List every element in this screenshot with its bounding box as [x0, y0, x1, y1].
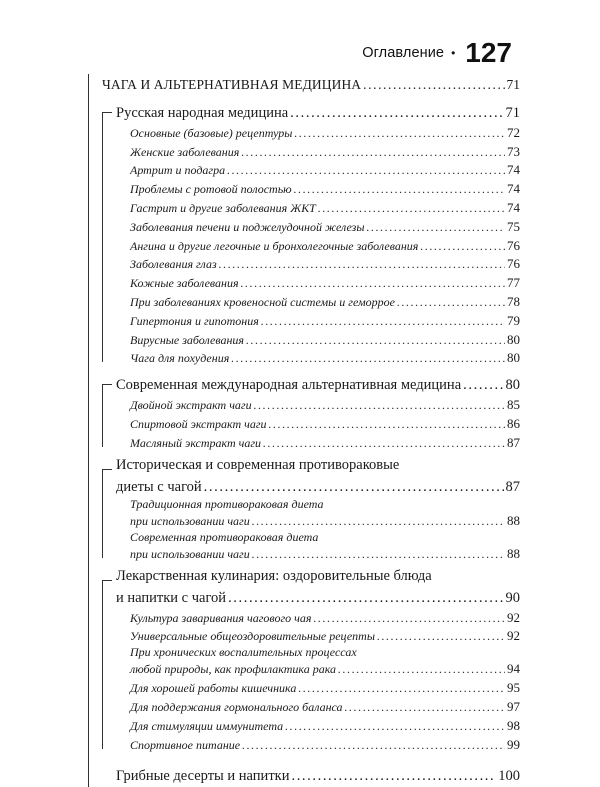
- subsection-title: Для поддержания гормонального баланса: [130, 699, 343, 714]
- subsection-page: 80: [507, 331, 520, 347]
- chapter-title: ЧАГА И АЛЬТЕРНАТИВНАЯ МЕДИЦИНА: [102, 77, 362, 92]
- subsection-title: Проблемы с ротовой полостью: [130, 182, 292, 197]
- section-page: 100: [498, 767, 520, 784]
- toc-subsection-entry: [130, 626, 520, 645]
- toc-subsection-entry: [130, 329, 520, 348]
- subsection-title: Ангина и другие легочные и бронхолегочные заболевания: [130, 238, 419, 253]
- leader-dots: [318, 201, 505, 216]
- toc-section-entry: [116, 763, 520, 785]
- subsection-title-line1: При хронических воспалительных процессах: [130, 645, 357, 660]
- subsection-title: Гипертония и гипотония: [130, 313, 259, 328]
- subsection-page: 99: [507, 736, 520, 752]
- subsection-title: Артрит и подагра: [130, 163, 226, 178]
- toc-section-entry: [116, 372, 520, 394]
- section-bracket: [102, 384, 103, 446]
- toc-subsection-entry: [130, 348, 520, 367]
- leader-dots: [261, 314, 505, 329]
- toc-bracket-line: [88, 74, 89, 787]
- section-title: Грибные десерты и напитки: [116, 767, 290, 784]
- subsection-page: 76: [507, 237, 520, 253]
- toc-subsection-entry: [130, 644, 520, 677]
- subsection-page: 95: [507, 680, 520, 696]
- leader-dots: [227, 163, 505, 178]
- subsection-title: Гастрит и другие заболевания ЖКТ: [130, 200, 316, 215]
- section-title: Современная международная альтернативная медицина: [116, 377, 462, 394]
- toc-section-group: [102, 457, 520, 562]
- leader-dots: [290, 105, 503, 122]
- leader-dots: [269, 417, 505, 432]
- toc-section-group: [102, 568, 520, 753]
- leader-dots: [246, 333, 505, 348]
- toc-section-group: [102, 372, 520, 450]
- subsection-title: Культура заваривания чагового чая: [130, 610, 312, 625]
- subsection-page: 94: [507, 661, 520, 677]
- toc-section-entry: [116, 457, 520, 496]
- section-title-line1: Лекарственная кулинария: оздоровительные блюда: [116, 567, 432, 584]
- subsection-page: 74: [507, 199, 520, 215]
- section-bracket: [102, 580, 103, 749]
- leader-dots: [241, 145, 505, 160]
- subsection-page: 85: [507, 397, 520, 413]
- leader-dots: [397, 295, 505, 310]
- subsection-title: Спиртовой экстракт чаги: [130, 416, 267, 431]
- section-bracket-top: [102, 384, 112, 385]
- subsection-title: Заболевания глаз: [130, 257, 217, 272]
- leader-dots: [252, 514, 505, 529]
- subsection-page: 86: [507, 415, 520, 431]
- leader-dots: [254, 398, 505, 413]
- section-bracket: [102, 112, 103, 362]
- leader-dots: [219, 257, 505, 272]
- table-of-contents: [88, 70, 520, 785]
- toc-subsection-entry: [130, 607, 520, 626]
- toc-subsection-entry: [130, 272, 520, 291]
- toc-subsection-entry: [130, 160, 520, 179]
- subsection-title: Спортивное питание: [130, 737, 241, 752]
- subsection-title-line2: при использовании чаги: [130, 546, 250, 561]
- subsection-page: 78: [507, 293, 520, 309]
- running-header: [362, 38, 512, 68]
- subsection-page: 77: [507, 275, 520, 291]
- subsection-title: Универсальные общеоздоровительные рецепты: [130, 629, 375, 644]
- subsection-page: 97: [507, 698, 520, 714]
- subsection-page: 98: [507, 717, 520, 733]
- toc-chapter-entry: [88, 70, 520, 100]
- subsection-title: Двойной экстракт чаги: [130, 398, 252, 413]
- section-title-line2: диеты с чагой: [116, 478, 202, 495]
- leader-dots: [285, 719, 505, 734]
- subsection-page: 92: [507, 609, 520, 625]
- toc-section-entry: [116, 568, 520, 607]
- toc-subsection-entry: [130, 413, 520, 432]
- leader-dots: [228, 590, 503, 607]
- toc-subsection-entry: [130, 197, 520, 216]
- toc-subsection-entry: [130, 254, 520, 273]
- leader-dots: [252, 547, 505, 562]
- subsection-title-line2: при использовании чаги: [130, 513, 250, 528]
- page-number: 127: [465, 37, 512, 68]
- section-bracket-top: [102, 469, 112, 470]
- leader-dots: [363, 77, 504, 93]
- toc-subsection-entry: [130, 216, 520, 235]
- toc-subsection-entry: [130, 696, 520, 715]
- subsection-title: Для стимуляции иммунитета: [130, 718, 284, 733]
- subsection-title: Для хорошей работы кишечника: [130, 681, 297, 696]
- subsection-title: Вирусные заболевания: [130, 332, 245, 347]
- section-bracket-top: [102, 580, 112, 581]
- leader-dots: [294, 126, 505, 141]
- toc-subsection-entry: [130, 122, 520, 141]
- subsection-page: 74: [507, 181, 520, 197]
- toc-section-entry: [116, 100, 520, 122]
- subsection-title: Кожные заболевания: [130, 276, 239, 291]
- leader-dots: [345, 700, 505, 715]
- subsection-title: Женские заболевания: [130, 144, 240, 159]
- subsection-page: 87: [507, 434, 520, 450]
- leader-dots: [263, 436, 505, 451]
- toc-subsection-entry: [130, 529, 520, 562]
- section-bracket-top: [102, 112, 112, 113]
- section-page: 90: [505, 589, 520, 606]
- toc-subsection-entry: [130, 677, 520, 696]
- subsection-title: При заболеваниях кровеносной системы и геморрое: [130, 294, 395, 309]
- subsection-page: 73: [507, 143, 520, 159]
- toc-section-group: [102, 100, 520, 366]
- section-title: Русская народная медицина: [116, 105, 289, 121]
- leader-dots: [241, 276, 505, 291]
- toc-subsection-entry: [130, 496, 520, 529]
- leader-dots: [377, 629, 505, 644]
- leader-dots: [294, 182, 505, 197]
- toc-subsection-entry: [130, 310, 520, 329]
- subsection-title-line1: Современная противораковая диета: [130, 529, 319, 544]
- leader-dots: [313, 611, 505, 626]
- subsection-title: Чага для похудения: [130, 351, 230, 366]
- toc-subsection-entry: [130, 235, 520, 254]
- section-bracket: [102, 469, 103, 558]
- leader-dots: [291, 768, 496, 785]
- subsection-page: 88: [507, 545, 520, 561]
- toc-subsection-entry: [130, 715, 520, 734]
- header-title: Оглавление: [362, 45, 445, 61]
- section-title-line1: Историческая и современная противораковые: [116, 456, 400, 473]
- subsection-page: 72: [507, 124, 520, 140]
- toc-subsection-entry: [130, 291, 520, 310]
- subsection-title: Заболевания печени и поджелудочной железы: [130, 219, 365, 234]
- subsection-title-line2: любой природы, как профилактика рака: [130, 662, 337, 677]
- subsection-page: 79: [507, 312, 520, 328]
- subsection-title: Основные (базовые) рецептуры: [130, 125, 293, 140]
- leader-dots: [242, 738, 505, 753]
- subsection-page: 92: [507, 628, 520, 644]
- leader-dots: [298, 681, 505, 696]
- toc-subsection-entry: [130, 141, 520, 160]
- leader-dots: [231, 351, 505, 366]
- section-page: 87: [505, 478, 520, 495]
- leader-dots: [420, 239, 505, 254]
- toc-subsection-entry: [130, 178, 520, 197]
- toc-section-group: [102, 763, 520, 785]
- subsection-page: 74: [507, 162, 520, 178]
- subsection-title: Масляный экстракт чаги: [130, 435, 262, 450]
- subsection-page: 80: [507, 350, 520, 366]
- subsection-title-line1: Традиционная противораковая диета: [130, 496, 324, 511]
- section-title-line2: и напитки с чагой: [116, 589, 227, 606]
- subsection-page: 76: [507, 256, 520, 272]
- section-page: 80: [505, 377, 520, 394]
- header-bullet: •: [451, 46, 456, 60]
- leader-dots: [367, 220, 506, 235]
- chapter-page: 71: [506, 77, 520, 92]
- toc-subsection-entry: [130, 432, 520, 451]
- leader-dots: [463, 377, 503, 394]
- subsection-page: 75: [507, 218, 520, 234]
- subsection-page: 88: [507, 512, 520, 528]
- toc-subsection-entry: [130, 394, 520, 413]
- leader-dots: [204, 479, 504, 496]
- section-page: 71: [505, 105, 520, 121]
- leader-dots: [338, 662, 505, 677]
